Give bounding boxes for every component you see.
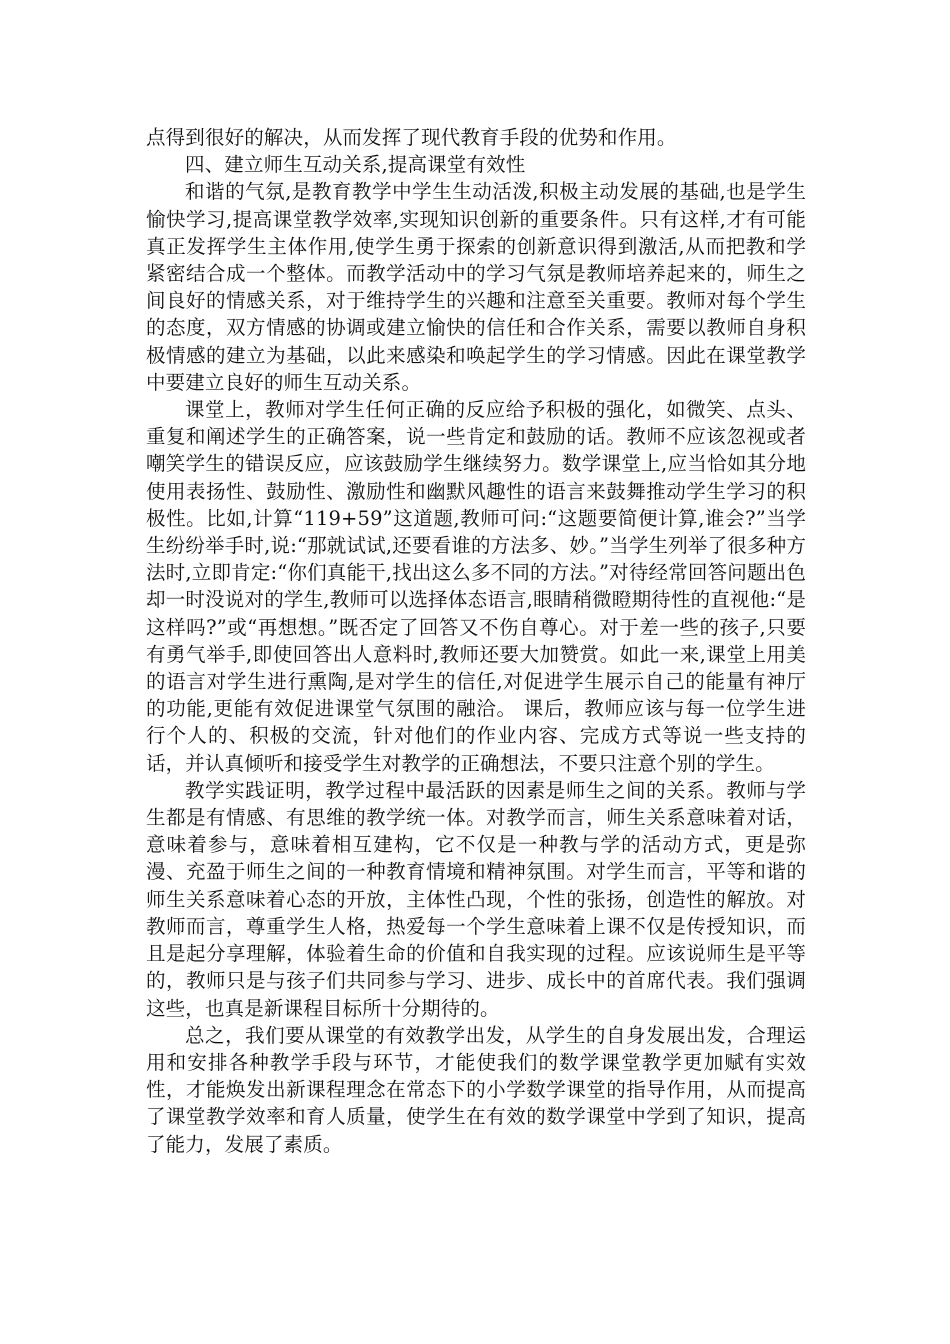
paragraph-classroom: 课堂上，教师对学生任何正确的反应给予积极的强化，如微笑、点头、重复和阐述学生的正确答案，说一些肯定和鼓励的话。教师不应该忽视或者嘲笑学生的错误反应，应该鼓励学生继续努力。数学课堂上,应当恰如其分地使用表扬性、鼓励性、激励性和幽默风趣性的语言来鼓舞推动学生学习的积极性。比如,计算“119+59”这道题,教师可问:“这题要简便计算,谁会?”当学生纷纷举手时,说:“那就试试,还要看谁的方法多、妙。”当学生列举了很多种方法时,立即肯定:“你们真能干,找出这么多不同的方法。”对待经常回答问题出色却一时没说对的学生,教师可以选择体态语言,眼睛稍微瞪期待性的直视他:“是这样吗?”或“再想想。”既否定了回答又不伤自尊心。对于差一些的孩子,只要有勇气举手,即使回答出人意料时,教师还要大加赞赏。如此一来,课堂上用美的语言对学生进行熏陶,是对学生的信任,对促进学生展示自己的能量有神厅的功能,更能有效促进课堂气氛围的融洽。 课后，教师应该与每一位学生进行个人的、积极的交流，针对他们的作业内容、完成方式等说一些支持的话，并认真倾听和接受学生对教学的正确想法，不要只注意个别的学生。 xyxy=(146,398,806,775)
paragraph-practice: 教学实践证明，教学过程中最活跃的因素是师生之间的关系。教师与学生都是有情感、有思维的教学统一体。对教学而言，师生关系意味着对话，意味着参与，意味着相互建构，它不仅是一种教与学的活动方式，更是弥漫、充盈于师生之间的一种教育情境和精神氛围。对学生而言，平等和谐的师生关系意味着心态的开放，主体性凸现，个性的张扬，创造性的解放。对教师而言，尊重学生人格，热爱每一个学生意味着上课不仅是传授知识，而且是起分享理解，体验着生命的价值和自我实现的过程。应该说师生是平等的，教师只是与孩子们共同参与学习、进步、成长中的首席代表。我们强调这些，也真是新课程目标所十分期待的。 xyxy=(146,778,806,1020)
paragraph-continuation: 点得到很好的解决，从而发挥了现代教育手段的优势和作用。 xyxy=(146,126,677,149)
section-heading: 四、建立师生互动关系,提高课堂有效性 xyxy=(185,153,526,177)
document-body xyxy=(146,124,806,1158)
paragraph-conclusion: 总之，我们要从课堂的有效教学出发，从学生的自身发展出发，合理运用和安排各种教学手段与环节，才能使我们的数学课堂教学更加赋有实效性，才能焕发出新课程理念在常态下的小学数学课堂的指导作用，从而提高了课堂教学效率和育人质量，使学生在有效的数学课堂中学到了知识，提高了能力，发展了素质。 xyxy=(146,1023,806,1156)
paragraph-harmony: 和谐的气氛,是教育教学中学生生动活泼,积极主动发展的基础,也是学生愉快学习,提高课堂教学效率,实现知识创新的重要条件。只有这样,才有可能真正发挥学生主体作用,使学生勇于探索的创新意识得到激活,从而把教和学紧密结合成一个整体。而教学活动中的学习气氛是教师培养起来的，师生之间良好的情感关系，对于维持学生的兴趣和注意至关重要。教师对每个学生的态度，双方情感的协调或建立愉快的信任和合作关系，需要以教师自身积极情感的建立为基础，以此来感染和唤起学生的学习情感。因此在课堂教学中要建立良好的师生互动关系。 xyxy=(146,180,806,394)
